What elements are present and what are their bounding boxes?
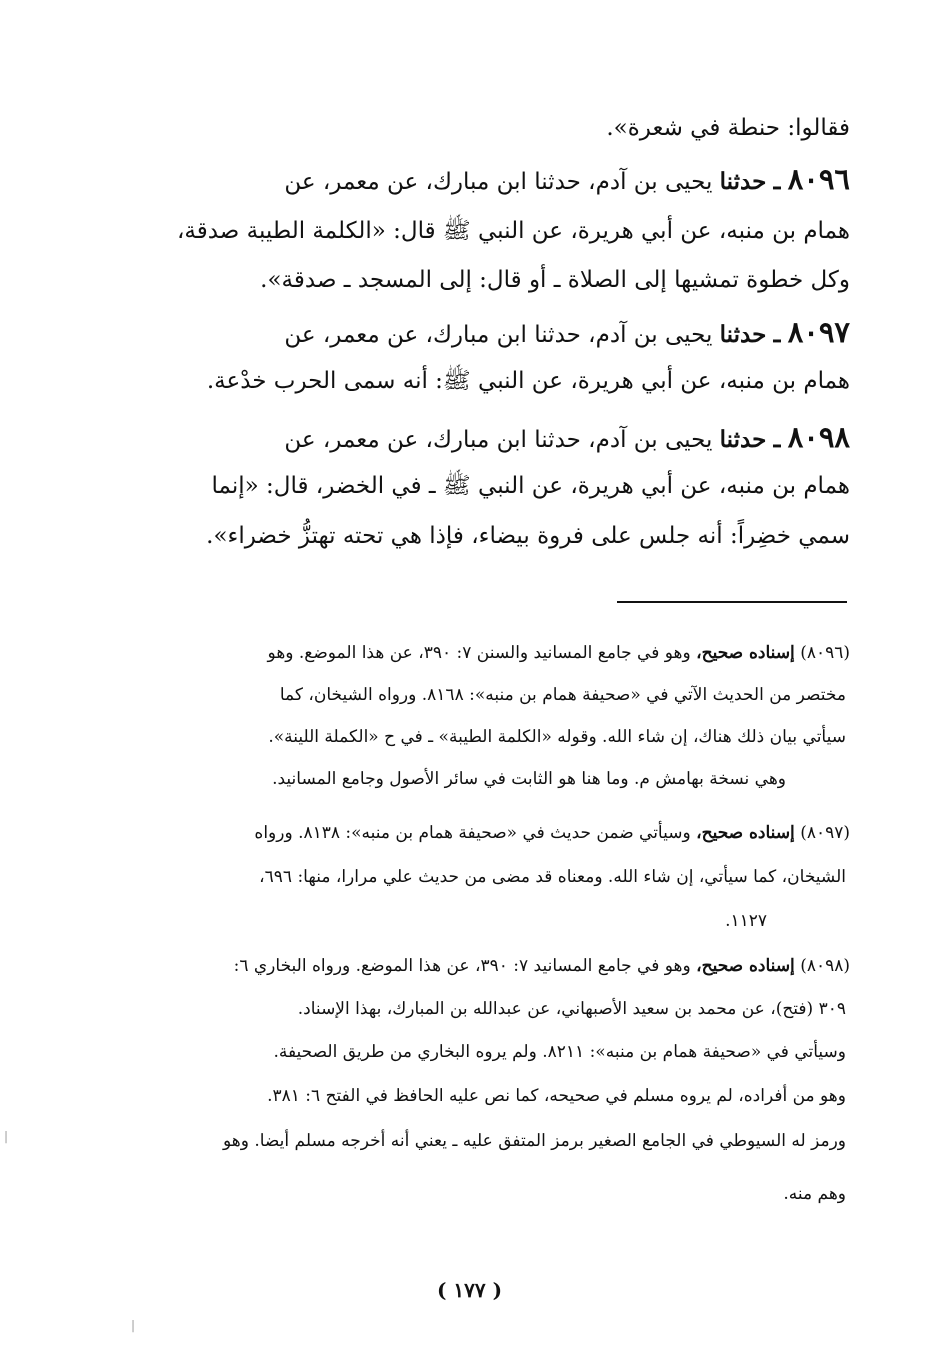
- footnote-text: ورمز له السيوطي في الجامع الصغير برمز المتفق عليه ـ يعني أنه أخرجه مسلم أيضا. وهو: [222, 1131, 846, 1151]
- hadith-text: وكل خطوة تمشيها إلى الصلاة ـ أو قال: إلى المسجد ـ صدقة».: [260, 267, 850, 293]
- footnote-8096-line-3: [268, 726, 846, 748]
- hadith-8097-line-1: [284, 315, 850, 349]
- footnote-separator: [617, 601, 847, 603]
- hadith-text: همام بن منبه، عن أبي هريرة، عن النبي ﷺ: أنه سمى الحرب خدْعة.: [206, 368, 850, 394]
- haddathana-word: حدثنا: [719, 426, 767, 453]
- footnote-8096-line-4: [272, 768, 786, 790]
- hadith-number: ٨٠٩٨: [787, 420, 850, 454]
- hadith-8098-line-2: [212, 472, 850, 500]
- footnote-text: وهو من أفراده، لم يروه مسلم في صحيحه، كما نص عليه الحافظ في الفتح ٦: ٣٨١.: [267, 1086, 846, 1106]
- footnote-8098-line-5: [223, 1130, 846, 1152]
- intro-text: فقالوا: حنطة في شعرة».: [606, 115, 850, 141]
- haddathana-word: حدثنا: [719, 168, 767, 195]
- footnote-text: وهم منه.: [783, 1184, 846, 1204]
- footnote-label: إسناده صحيح،: [696, 956, 795, 976]
- footnote-8098-line-4: [267, 1085, 846, 1107]
- hadith-number: ٨٠٩٧: [787, 315, 850, 349]
- footnote-8097-line-1: [254, 822, 850, 844]
- footnote-text: وهو في جامع المسانيد ٧: ٣٩٠، عن هذا الموضع. ورواه البخاري ٦:: [233, 956, 691, 976]
- footnote-label: إسناده صحيح،: [696, 823, 795, 843]
- footnote-text: وسيأتي في «صحيفة همام بن منبه»: ٨٢١١. ولم يروه البخاري من طريق الصحيفة.: [273, 1042, 846, 1062]
- hadith-text: همام بن منبه، عن أبي هريرة، عن النبي ﷺ ـ في الخضر، قال: «إنما: [211, 473, 850, 499]
- footnote-8098-line-3: [273, 1041, 846, 1063]
- footnote-text: وهي نسخة بهامش م. وما هنا هو الثابت في سائر الأصول وجامع المسانيد.: [272, 769, 786, 789]
- footnote-ref: (٨٠٩٨): [800, 956, 850, 976]
- footnote-text: وهو في جامع المسانيد والسنن ٧: ٣٩٠، عن هذا الموضع. وهو: [267, 643, 691, 663]
- hadith-dash: ـ: [773, 321, 781, 348]
- hadith-8097-line-2: [207, 367, 850, 395]
- hadith-number: ٨٠٩٦: [787, 162, 850, 196]
- footnote-8098-line-6: [783, 1183, 846, 1205]
- hadith-8096-line-3: [260, 266, 850, 294]
- hadith-dash: ـ: [773, 426, 781, 453]
- footnote-8098-line-2: [298, 998, 846, 1020]
- footnote-text: مختصر من الحديث الآتي في «صحيفة همام بن منبه»: ٨١٦٨. ورواه الشيخان، كما: [279, 685, 846, 705]
- footnote-8097-line-2: [259, 866, 846, 888]
- footnote-ref: (٨٠٩٧): [800, 823, 850, 843]
- footnote-text: ١١٢٧.: [725, 911, 767, 931]
- hadith-8096-line-2: [177, 217, 850, 245]
- hadith-dash: ـ: [773, 168, 781, 195]
- footnote-text: وسيأتي ضمن حديث في «صحيفة همام بن منبه»: ٨١٣٨. ورواه: [254, 823, 691, 843]
- footnote-8096-line-1: [268, 642, 850, 664]
- footnote-text: ٣٠٩ (فتح)، عن محمد بن سعيد الأصبهاني، عن عبدالله بن المبارك، بهذا الإسناد.: [297, 999, 846, 1019]
- hadith-8096-line-1: [284, 162, 850, 196]
- page-number: ( ١٧٧ ): [436, 1278, 503, 1302]
- footnote-label: إسناده صحيح،: [696, 643, 795, 663]
- footnote-8098-line-1: [234, 955, 850, 977]
- footnote-8096-line-2: [280, 684, 846, 706]
- footnote-8097-line-3: [725, 910, 767, 932]
- hadith-8098-line-1: [284, 420, 850, 454]
- scan-mark: |: [131, 1318, 136, 1332]
- hadith-text: سمي خضِراً: أنه جلس على فروة بيضاء، فإذا هي تحته تهتزُّ خضراء».: [206, 523, 850, 549]
- footnote-ref: (٨٠٩٦): [800, 643, 850, 663]
- hadith-text: يحيى بن آدم، حدثنا ابن مبارك، عن معمر، عن: [284, 169, 713, 195]
- hadith-8098-line-3: [206, 522, 850, 550]
- hadith-text: يحيى بن آدم، حدثنا ابن مبارك، عن معمر، عن: [284, 427, 713, 453]
- scan-mark: |: [4, 1129, 9, 1143]
- haddathana-word: حدثنا: [719, 321, 767, 348]
- footnote-text: سيأتي بيان ذلك هناك، إن شاء الله. وقوله «الكلمة الطيبة» ـ في ح «الكملة اللينة».: [268, 727, 846, 747]
- hadith-text: يحيى بن آدم، حدثنا ابن مبارك، عن معمر، عن: [284, 322, 713, 348]
- intro-line: [606, 114, 850, 142]
- footnote-text: الشيخان، كما سيأتي، إن شاء الله. ومعناه قد مضى من حديث علي مرارا، منها: ٦٩٦،: [259, 867, 846, 887]
- hadith-text: همام بن منبه، عن أبي هريرة، عن النبي ﷺ قال: «الكلمة الطيبة صدقة،: [176, 218, 850, 244]
